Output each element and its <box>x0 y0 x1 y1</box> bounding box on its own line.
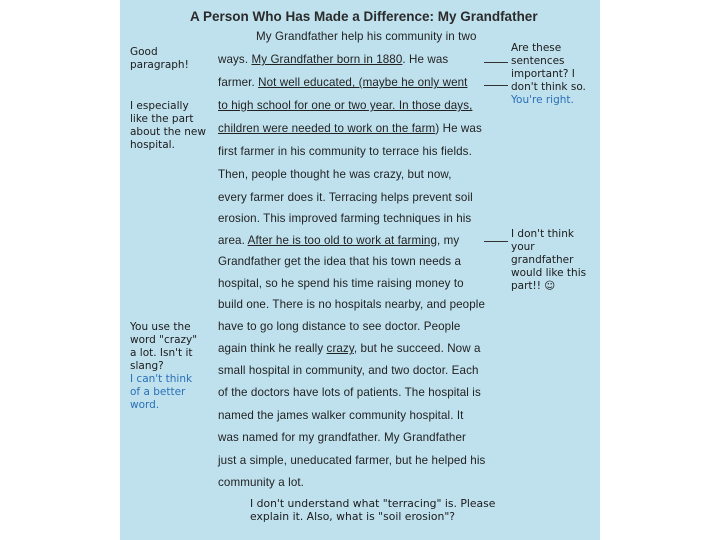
essay-line: of the doctors have lots of patients. The hospital is <box>218 386 481 399</box>
comment-important-sentences <box>511 42 586 94</box>
comment-line: You use the <box>130 321 191 333</box>
comment-line: I don't think <box>511 228 574 240</box>
comment-line: I especially <box>130 100 189 112</box>
comment-line: part!! ☺ <box>511 280 556 292</box>
underlined-text: After he is too old to work at farming <box>247 234 437 247</box>
essay-text: ways. <box>218 53 252 66</box>
essay-line: just a simple, uneducated farmer, but he helped his <box>218 454 486 467</box>
essay-line: Then, people thought he was crazy, but now, <box>218 168 452 181</box>
essay-line: community a lot. <box>218 476 305 489</box>
essay-line: build one. There is no hospitals nearby, and people <box>218 298 485 311</box>
comment-line: paragraph! <box>130 59 189 71</box>
essay-line <box>218 53 448 67</box>
comment-line: explain it. Also, what is "soil erosion"? <box>250 510 456 523</box>
essay-line: was named for my grandfather. My Grandfather <box>218 431 466 444</box>
reply-line: I can't think <box>130 373 193 385</box>
underlined-text: crazy <box>326 342 354 355</box>
comment-line: about the new <box>130 126 206 138</box>
comment-line: Good <box>130 46 158 58</box>
essay-text: , but he succeed. Now a <box>353 342 481 355</box>
comment-line: grandfather <box>511 254 574 266</box>
comment-connector <box>484 62 508 63</box>
reply-crazy-slang <box>130 373 192 412</box>
comment-line: your <box>511 241 535 253</box>
essay-line: small hospital in community, and two doctor. Each <box>218 364 479 377</box>
essay-line: Grandfather get the idea that his town needs a <box>218 255 462 268</box>
comment-line: I don't understand what "terracing" is. Please <box>250 497 496 510</box>
essay-text: , my <box>437 234 460 247</box>
essay-line: first farmer in his community to terrace his fields. <box>218 145 472 158</box>
essay-text: again think he really <box>218 342 327 355</box>
comment-terracing <box>250 497 495 523</box>
essay-line <box>218 122 482 136</box>
comment-line: a lot. Isn't it <box>130 347 193 359</box>
essay-line <box>218 234 459 248</box>
essay-line: erosion. This improved farming techniques in his <box>218 212 472 225</box>
comment-line: don't think so. <box>511 81 586 93</box>
underlined-text: children were needed to work on the farm <box>218 122 436 135</box>
underlined-text: Not well educated, (maybe he only went <box>258 76 468 89</box>
essay-line: have to go long distance to see doctor. People <box>218 320 461 333</box>
comment-connector <box>484 241 508 242</box>
comment-line: word "crazy" <box>130 334 198 346</box>
reply-line: You're right. <box>511 94 574 106</box>
essay-line: My Grandfather help his community in two <box>256 30 477 43</box>
reply-line: word. <box>130 399 160 411</box>
comment-line: slang? <box>130 360 164 372</box>
reply-line: of a better <box>130 386 186 398</box>
comment-connector <box>484 85 508 86</box>
essay-line: named the james walker community hospital. It <box>218 409 464 422</box>
essay-line <box>218 76 468 90</box>
comment-line: important? I <box>511 68 575 80</box>
comment-line: hospital. <box>130 139 175 151</box>
essay-text: ) He was <box>435 122 482 135</box>
essay-line: every farmer does it. Terracing helps prevent soil <box>218 191 473 204</box>
comment-line: sentences <box>511 55 565 67</box>
comment-line: like the part <box>130 113 194 125</box>
comment-line: would like this <box>511 267 587 279</box>
essay-line: to high school for one or two year. In those days, <box>218 99 473 112</box>
essay-line <box>218 342 481 356</box>
page-title: A Person Who Has Made a Difference: My Grandfather <box>190 9 538 24</box>
essay-text: farmer. <box>218 76 259 89</box>
essay-line: hospital, so he spend his time raising money to <box>218 277 464 290</box>
comment-hospital <box>130 100 206 152</box>
reply-important-sentences <box>511 94 574 107</box>
essay-text: area. <box>218 234 248 247</box>
comment-grandfather-part <box>511 228 586 293</box>
comment-crazy-slang <box>130 321 197 373</box>
essay-text: . He was <box>402 53 449 66</box>
underlined-text: My Grandfather born in 1880 <box>251 53 403 66</box>
comment-good-paragraph <box>130 46 189 72</box>
comment-line: Are these <box>511 42 562 54</box>
